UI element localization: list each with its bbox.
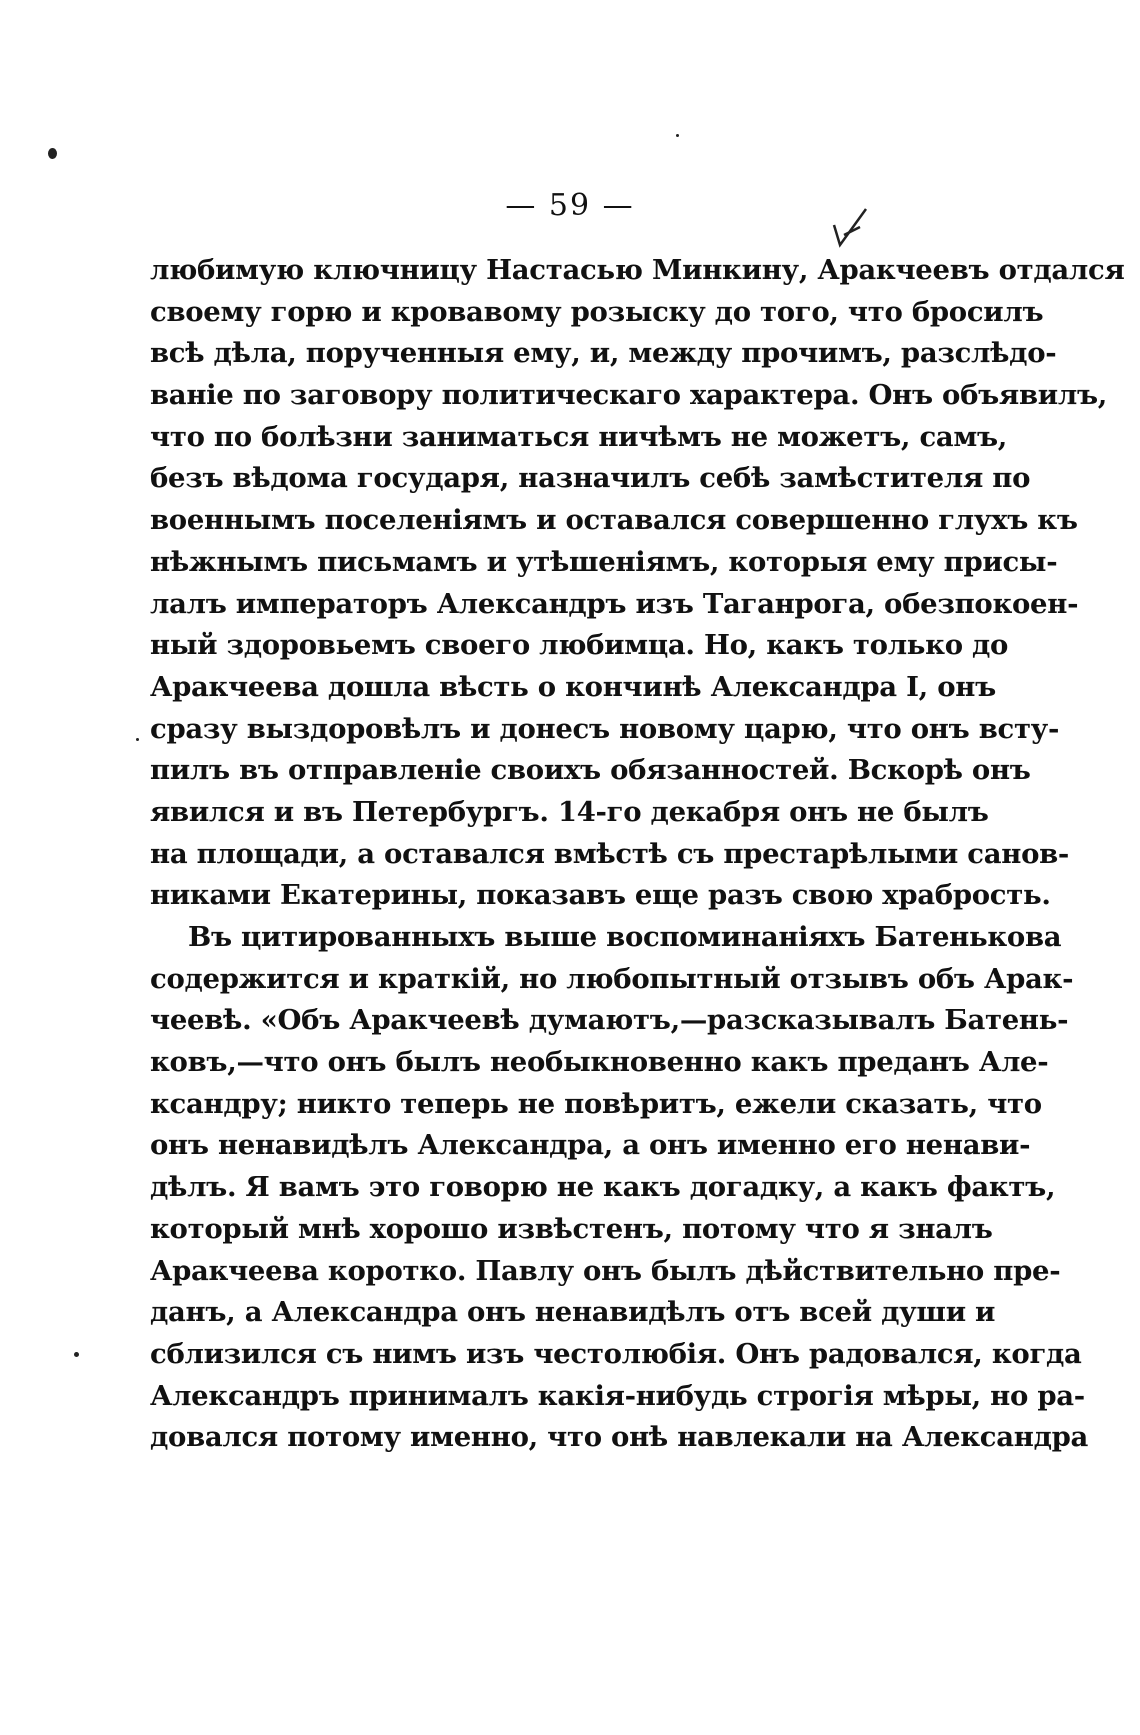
scan-speck <box>136 738 139 741</box>
body-text <box>150 250 1125 1459</box>
text-line: ный здоровьемъ своего любимца. Но, какъ только до <box>150 629 1009 662</box>
text-line: чеевѣ. «Объ Аракчеевѣ думаютъ,—разсказывалъ Батень- <box>150 1004 1069 1037</box>
text-line: Александръ принималъ какія-нибудь строгія мѣры, но ра- <box>150 1379 1085 1412</box>
check-arrow-icon <box>830 205 870 249</box>
text-line: ксандру; никто теперь не повѣритъ, ежели сказать, что <box>150 1087 1042 1120</box>
scan-speck <box>48 148 57 159</box>
scan-speck <box>74 1352 79 1357</box>
text-line: любимую ключницу Настасью Минкину, Аракчеевъ отдался <box>150 254 1125 286</box>
text-line: нѣжнымъ письмамъ и утѣшеніямъ, которыя ему присы- <box>150 545 1058 578</box>
text-line: Въ цитированныхъ выше воспоминаніяхъ Батенькова <box>188 921 1062 953</box>
text-line: который мнѣ хорошо извѣстенъ, потому что я зналъ <box>150 1212 993 1245</box>
text-line: военнымъ поселеніямъ и оставался совершенно глухъ къ <box>150 504 1078 537</box>
text-line: явился и въ Петербургъ. 14-го декабря онъ не былъ <box>150 795 989 828</box>
text-line: онъ ненавидѣлъ Александра, а онъ именно его ненави- <box>150 1129 1031 1162</box>
page-number: — 59 — <box>505 188 635 223</box>
text-line: Аракчеева коротко. Павлу онъ былъ дѣйствительно пре- <box>150 1254 1061 1287</box>
text-line: всѣ дѣла, порученныя ему, и, между прочимъ, разслѣдо- <box>150 337 1057 370</box>
text-line: сблизился съ нимъ изъ честолюбія. Онъ радовался, когда <box>150 1337 1082 1370</box>
text-line: Аракчеева дошла вѣсть о кончинѣ Александра I, онъ <box>150 670 996 703</box>
text-line: ковъ,—что онъ былъ необыкновенно какъ преданъ Але- <box>150 1046 1049 1079</box>
text-line: лалъ императоръ Александръ изъ Таганрога, обезпокоен- <box>150 587 1079 620</box>
text-line: пилъ въ отправленіе своихъ обязанностей. Вскорѣ онъ <box>150 754 1031 787</box>
text-line: дѣлъ. Я вамъ это говорю не какъ догадку, а какъ фактъ, <box>150 1171 1056 1204</box>
text-line: ваніе по заговору политическаго характера. Онъ объявилъ, <box>150 379 1108 412</box>
text-line: довался потому именно, что онѣ навлекали на Александра <box>150 1421 1089 1454</box>
text-line: что по болѣзни заниматься ничѣмъ не можетъ, самъ, <box>150 420 1008 453</box>
text-line: своему горю и кровавому розыску до того, что бросилъ <box>150 295 1044 328</box>
text-line: данъ, а Александра онъ ненавидѣлъ отъ всей души и <box>150 1296 996 1329</box>
text-line: безъ вѣдома государя, назначилъ себѣ замѣстителя по <box>150 462 1031 495</box>
scan-speck <box>676 134 679 137</box>
text-line: на площади, а оставался вмѣстѣ съ престарѣлыми санов- <box>150 837 1070 870</box>
text-line: содержится и краткій, но любопытный отзывъ объ Арак- <box>150 962 1074 995</box>
text-line: никами Екатерины, показавъ еще разъ свою храбрость. <box>150 879 1051 912</box>
text-line: сразу выздоровѣлъ и донесъ новому царю, что онъ всту- <box>150 712 1060 745</box>
